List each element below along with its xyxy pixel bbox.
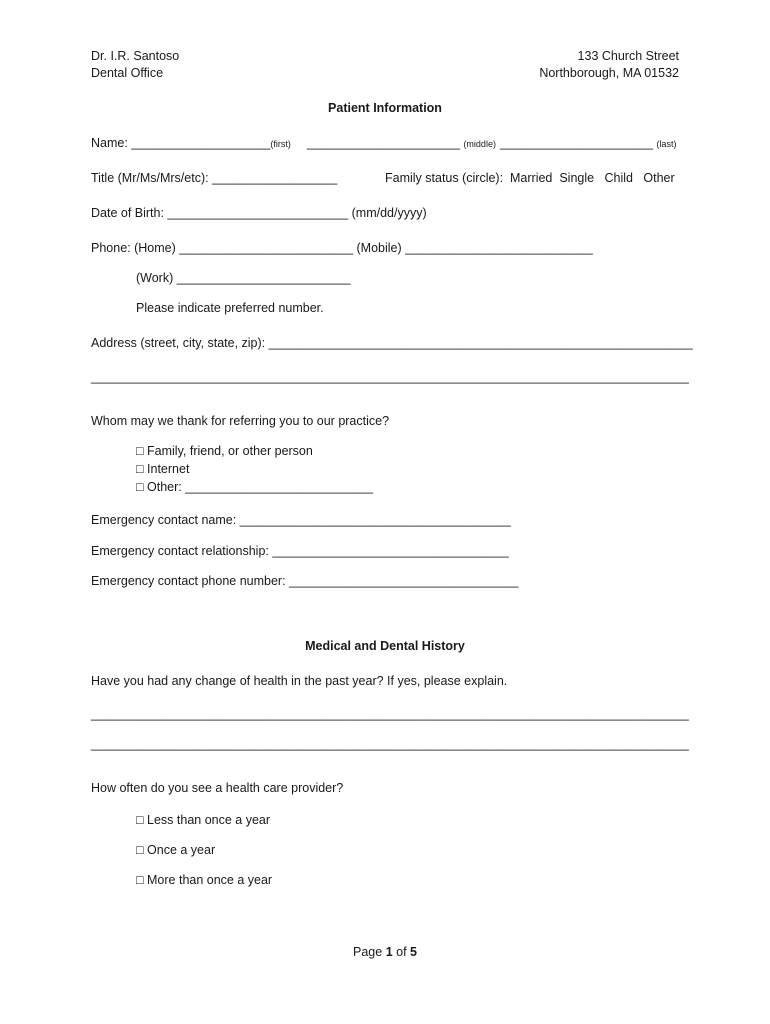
- address-field[interactable]: Address (street, city, state, zip): _____________________________________________________________: [91, 336, 693, 350]
- name-field[interactable]: [91, 135, 291, 152]
- emergency-phone-field[interactable]: Emergency contact phone number: _________________________________: [91, 574, 519, 588]
- referral-option-internet[interactable]: □ Internet: [136, 462, 190, 476]
- address-line2-field[interactable]: ______________________________________________________________________________________: [91, 370, 689, 384]
- name-last-caption: (last): [656, 139, 677, 149]
- doctor-name: Dr. I.R. Santoso: [91, 49, 180, 63]
- provider-question: How often do you see a health care provider?: [91, 781, 344, 795]
- page-total: 5: [410, 945, 417, 959]
- name-middle-field[interactable]: [307, 135, 496, 152]
- medical-history-title: Medical and Dental History: [305, 639, 465, 653]
- page-current: 1: [385, 945, 393, 959]
- page-number: [0, 944, 770, 960]
- provider-option-once[interactable]: □ Once a year: [136, 843, 216, 857]
- referral-question: Whom may we thank for referring you to our practice?: [91, 414, 390, 428]
- health-change-line-2[interactable]: ______________________________________________________________________________________: [91, 737, 689, 751]
- phone-work-field[interactable]: (Work) _________________________: [136, 271, 351, 285]
- street-address: 133 Church Street: [577, 49, 679, 63]
- page-prefix: Page: [353, 945, 386, 959]
- health-change-line-1[interactable]: ______________________________________________________________________________________: [91, 707, 689, 721]
- emergency-name-field[interactable]: Emergency contact name: _______________________________________: [91, 513, 511, 527]
- dob-field[interactable]: Date of Birth: __________________________ (mm/dd/yyyy): [91, 206, 427, 220]
- city-address: Northborough, MA 01532: [539, 66, 679, 80]
- name-first-caption: (first): [270, 139, 291, 149]
- phone-home-mobile-field[interactable]: Phone: (Home) _________________________ (Mobile) ___________________________: [91, 241, 593, 255]
- name-last-field[interactable]: [500, 135, 676, 152]
- family-status-field[interactable]: Family status (circle): Married Single Child Other: [385, 171, 675, 185]
- referral-option-family[interactable]: □ Family, friend, or other person: [136, 444, 313, 458]
- name-middle-blank: ______________________: [307, 136, 460, 150]
- office-name: Dental Office: [91, 66, 164, 80]
- name-last-blank: ______________________: [500, 136, 653, 150]
- emergency-relationship-field[interactable]: Emergency contact relationship: __________________________________: [91, 544, 509, 558]
- health-change-question: Have you had any change of health in the past year? If yes, please explain.: [91, 674, 508, 688]
- page-of: of: [392, 945, 411, 959]
- provider-option-less[interactable]: □ Less than once a year: [136, 813, 271, 827]
- title-field[interactable]: Title (Mr/Ms/Mrs/etc): __________________: [91, 171, 338, 185]
- referral-option-other[interactable]: □ Other: ___________________________: [136, 480, 373, 494]
- name-middle-caption: (middle): [463, 139, 496, 149]
- preferred-number-note: Please indicate preferred number.: [136, 301, 324, 315]
- patient-info-title: Patient Information: [328, 101, 442, 115]
- name-label: Name: ____________________: [91, 136, 271, 150]
- provider-option-more[interactable]: □ More than once a year: [136, 873, 273, 887]
